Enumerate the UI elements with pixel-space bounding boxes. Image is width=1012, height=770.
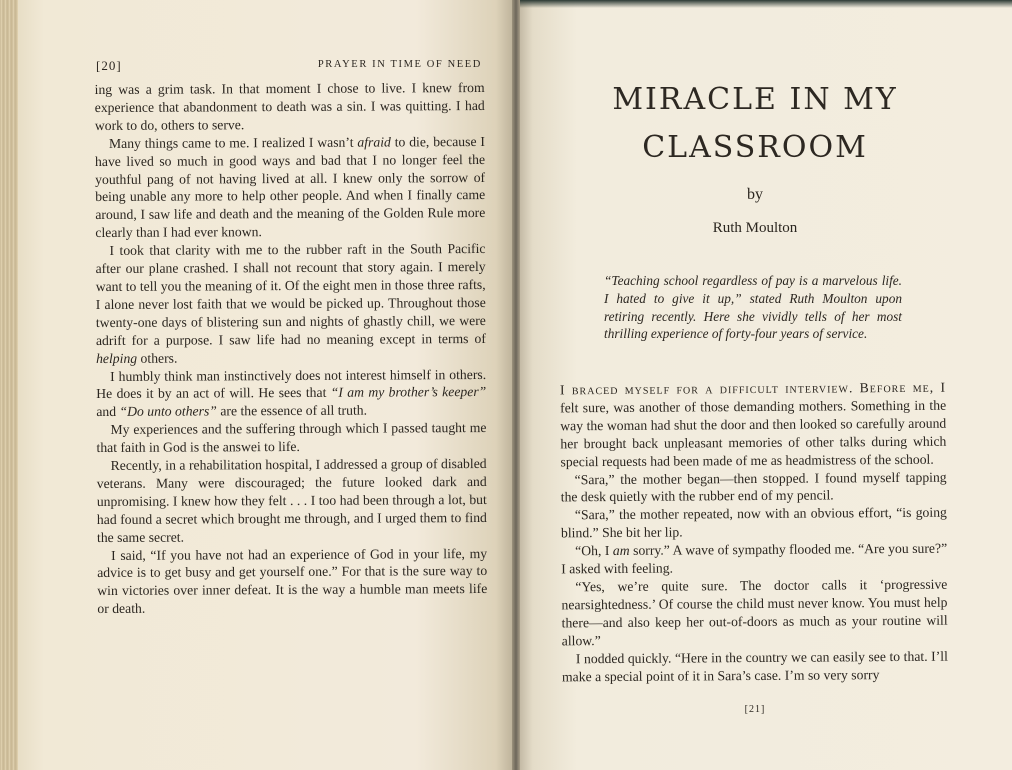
italic-text: helping	[96, 350, 138, 366]
paragraph	[560, 379, 947, 471]
text-run: ing was a grim task. In that moment I chose to live. I knew from experience that abandonment to death was a sin. I was quitting. I had work to do, others to serve.	[94, 79, 485, 133]
paragraph	[95, 79, 485, 135]
italic-text: am	[612, 543, 630, 559]
paragraph	[97, 455, 487, 547]
text-run: felt sure, was another of those demanding mothers. Something in the way the woman had shut the door and then looked so carefully around her brought back unpleasant memories of other talks during which special requests had been made of me as headmistress of the school.	[560, 397, 947, 469]
chapter-title-line-2: CLASSROOM	[642, 130, 868, 165]
paragraph	[561, 540, 947, 579]
text-run: Many things came to me. I realized I wasn’t	[108, 134, 358, 151]
running-head-title: PRAYER IN TIME OF NEED	[317, 59, 482, 70]
text-run: are the essence of all truth.	[216, 402, 368, 419]
italic-text: “I am my brother’s keeper”	[330, 384, 487, 401]
paragraph	[96, 365, 486, 421]
epigraph: “Teaching school regardless of pay is a marvelous life. I hated to give it up,” stated Ruth Moulton upon retiring recently. Here she vividly tells of her most thrilling experience of forty-four years of service.	[604, 273, 902, 342]
left-page-number: [20]	[96, 58, 122, 73]
text-run: and	[96, 404, 120, 420]
chapter-title	[600, 76, 910, 172]
text-run: I nodded quickly. “Here in the country we can easily see to that. I’ll make a special point of it in Sara’s case. I’m so very sorry	[561, 648, 948, 684]
paragraph	[561, 468, 947, 507]
italic-text: “Do unto others”	[119, 403, 217, 420]
text-run: sorry.” A wave of sympathy flooded me. “Are you sure?” I asked with feeling.	[561, 540, 948, 577]
text-run: “Yes, we’re quite sure. The doctor calls it ‘progressive nearsightedness.’ Of course the child must never know. You must help there—and also keep her out-of-doors as much as your routine will allow.”	[561, 576, 948, 649]
small-caps-text: I braced myself for a difficult interview. Before me, I	[559, 379, 947, 398]
text-run: “Sara,” the mother began—then stopped. I found myself tapping the desk quietly with the rubber end of my pencil.	[560, 469, 947, 505]
paragraph	[95, 240, 486, 367]
book-gutter	[512, 0, 520, 770]
text-run: Recently, in a rehabilitation hospital, I addressed a group of disabled veterans. Many were discouraged; the future looked dark and unpromising. I knew how they felt . . . I too had been through a lot, but had found a secret which brought me through, and I urged them to find the same secret.	[96, 456, 487, 545]
right-page-number: [21]	[744, 704, 766, 715]
paragraph	[561, 504, 947, 543]
chapter-title-line-1: MIRACLE IN MY	[612, 82, 898, 117]
text-run: I said, “If you have not had an experience of God in your life, my advice is to get busy and get yourself one.” For that is the sure way to win victories over inner defeat. It is the way a humble man meets life or death.	[97, 545, 488, 617]
paragraph	[95, 133, 486, 242]
text-run: I took that clarity with me to the rubber raft in the South Pacific after our plane crashed. I shall not recount that story again. I merely want to tell you the meaning of it. Of the eight men in those three rafts, I alone never lost faith that we would be picked up. Throughout those twenty-one days of blistering sun and nights of ghastly chill, we were adrift for a purpose. I saw life had no meaning except in terms of	[95, 241, 486, 348]
text-run: “Sara,” the mother repeated, now with an obvious effort, “is going blind.” She bit her lip.	[560, 504, 947, 541]
italic-text: afraid	[357, 134, 391, 150]
text-run: “Oh, I	[575, 543, 613, 559]
running-head	[96, 58, 482, 76]
page-edges	[0, 0, 18, 770]
text-run: others.	[137, 350, 178, 366]
left-page-body	[95, 79, 488, 618]
paragraph	[562, 647, 948, 686]
paragraph	[96, 419, 486, 457]
text-run: to die, because I have lived so much in good ways and bad that I no longer feel the youthful pang of not having lived at all. I knew only the sorrow of being unable any more to help other people. And when I finally came around, I saw life and death and the meaning of the Golden Rule more clearly than I had ever known.	[94, 133, 486, 241]
right-page-body	[560, 379, 948, 686]
byline-by: by	[747, 186, 763, 203]
author-name: Ruth Moulton	[712, 220, 798, 236]
paragraph	[561, 576, 947, 650]
page-shadow	[520, 0, 1012, 8]
paragraph	[97, 545, 487, 619]
text-run: I humbly think man instinctively does not interest himself in others. He does it by an act of will. He sees that	[96, 366, 487, 402]
text-run: My experiences and the suffering through which I passed taught me that faith in God is the answei to life.	[96, 420, 487, 456]
